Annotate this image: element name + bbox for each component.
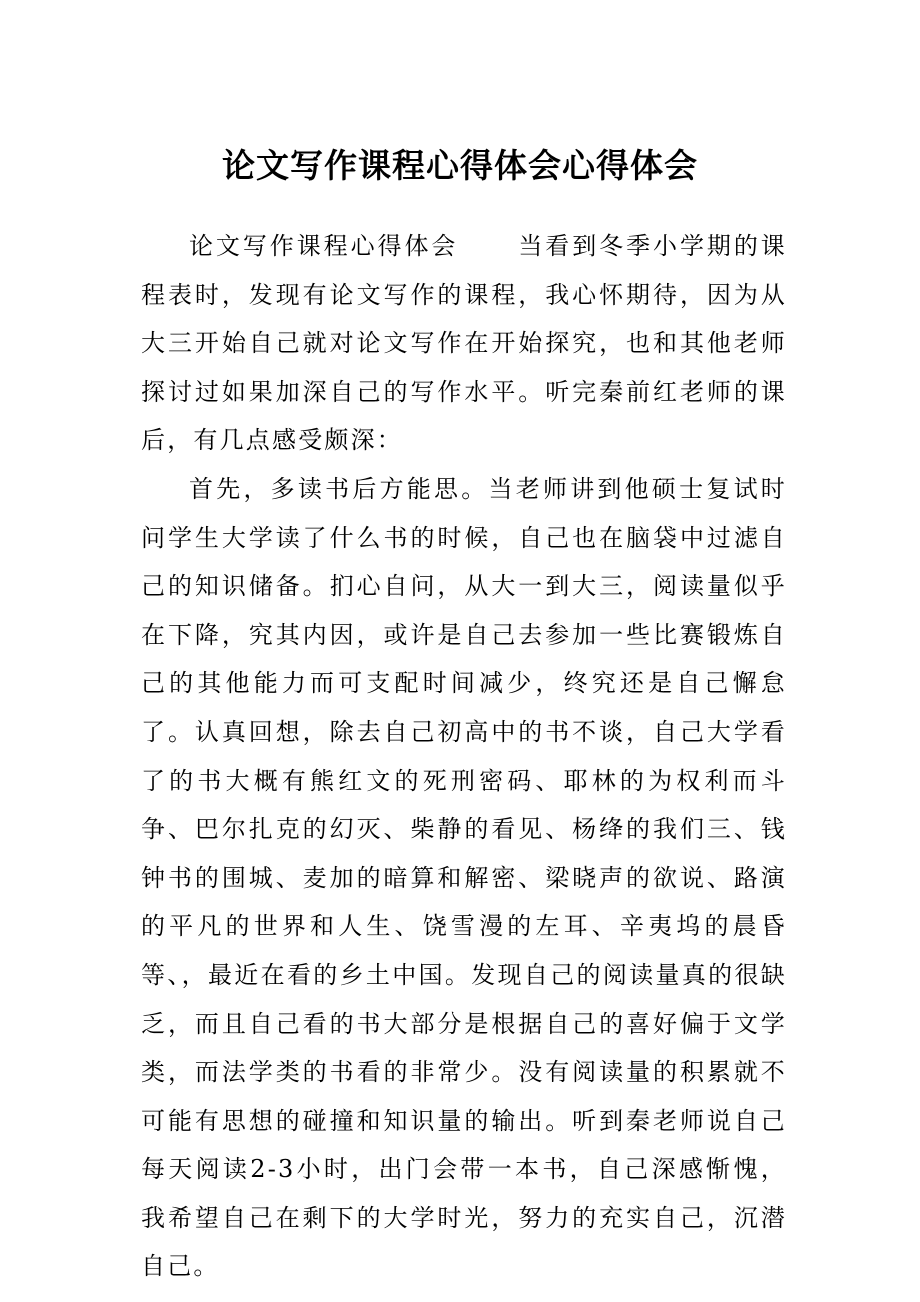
paragraph-intro-text: 当看到冬季小学期的课程表时，发现有论文写作的课程，我心怀期待，因为从大三开始自己就对论文写作在开始探究，也和其他老师探讨过如果加深自己的写作水平。听完秦前红老师的课后，有几点感受颇深： — [141, 232, 788, 455]
document-title: 论文写作课程心得体会心得体会 — [222, 146, 698, 185]
inline-essay-title: 论文写作课程心得体会 — [189, 232, 459, 260]
paragraph-intro — [141, 222, 787, 465]
document-body — [141, 222, 787, 1291]
paragraph-reading — [141, 465, 787, 1291]
paragraph-reading-text: 首先，多读书后方能思。当老师讲到他硕士复试时问学生大学读了什么书的时候，自己也在脑袋中过滤自己的知识储备。扪心自问，从大一到大三，阅读量似乎在下降，究其内因，或许是自己去参加一些比赛锻炼自己的其他能力而可支配时间减少，终究还是自己懈怠了。认真回想，除去自己初高中的书不谈，自己大学看了的书大概有熊红文的死刑密码、耶林的为权利而斗争、巴尔扎克的幻灭、柴静的看见、杨绛的我们三、钱钟书的围城、麦加的暗算和解密、梁晓声的欲说、路演的平凡的世界和人生、饶雪漫的左耳、辛夷坞的晨昏等、，最近在看的乡土中国。发现自己的阅读量真的很缺乏，而且自己看的书大部分是根据自己的喜好偏于文学类，而法学类的书看的非常少。没有阅读量的积累就不可能有思想的碰撞和知识量的输出。听到秦老师说自己每天阅读2-3小时，出门会带一本书，自己深感惭愧，我希望自己在剩下的大学时光，努力的充实自己，沉潜自己。 — [141, 474, 787, 1281]
